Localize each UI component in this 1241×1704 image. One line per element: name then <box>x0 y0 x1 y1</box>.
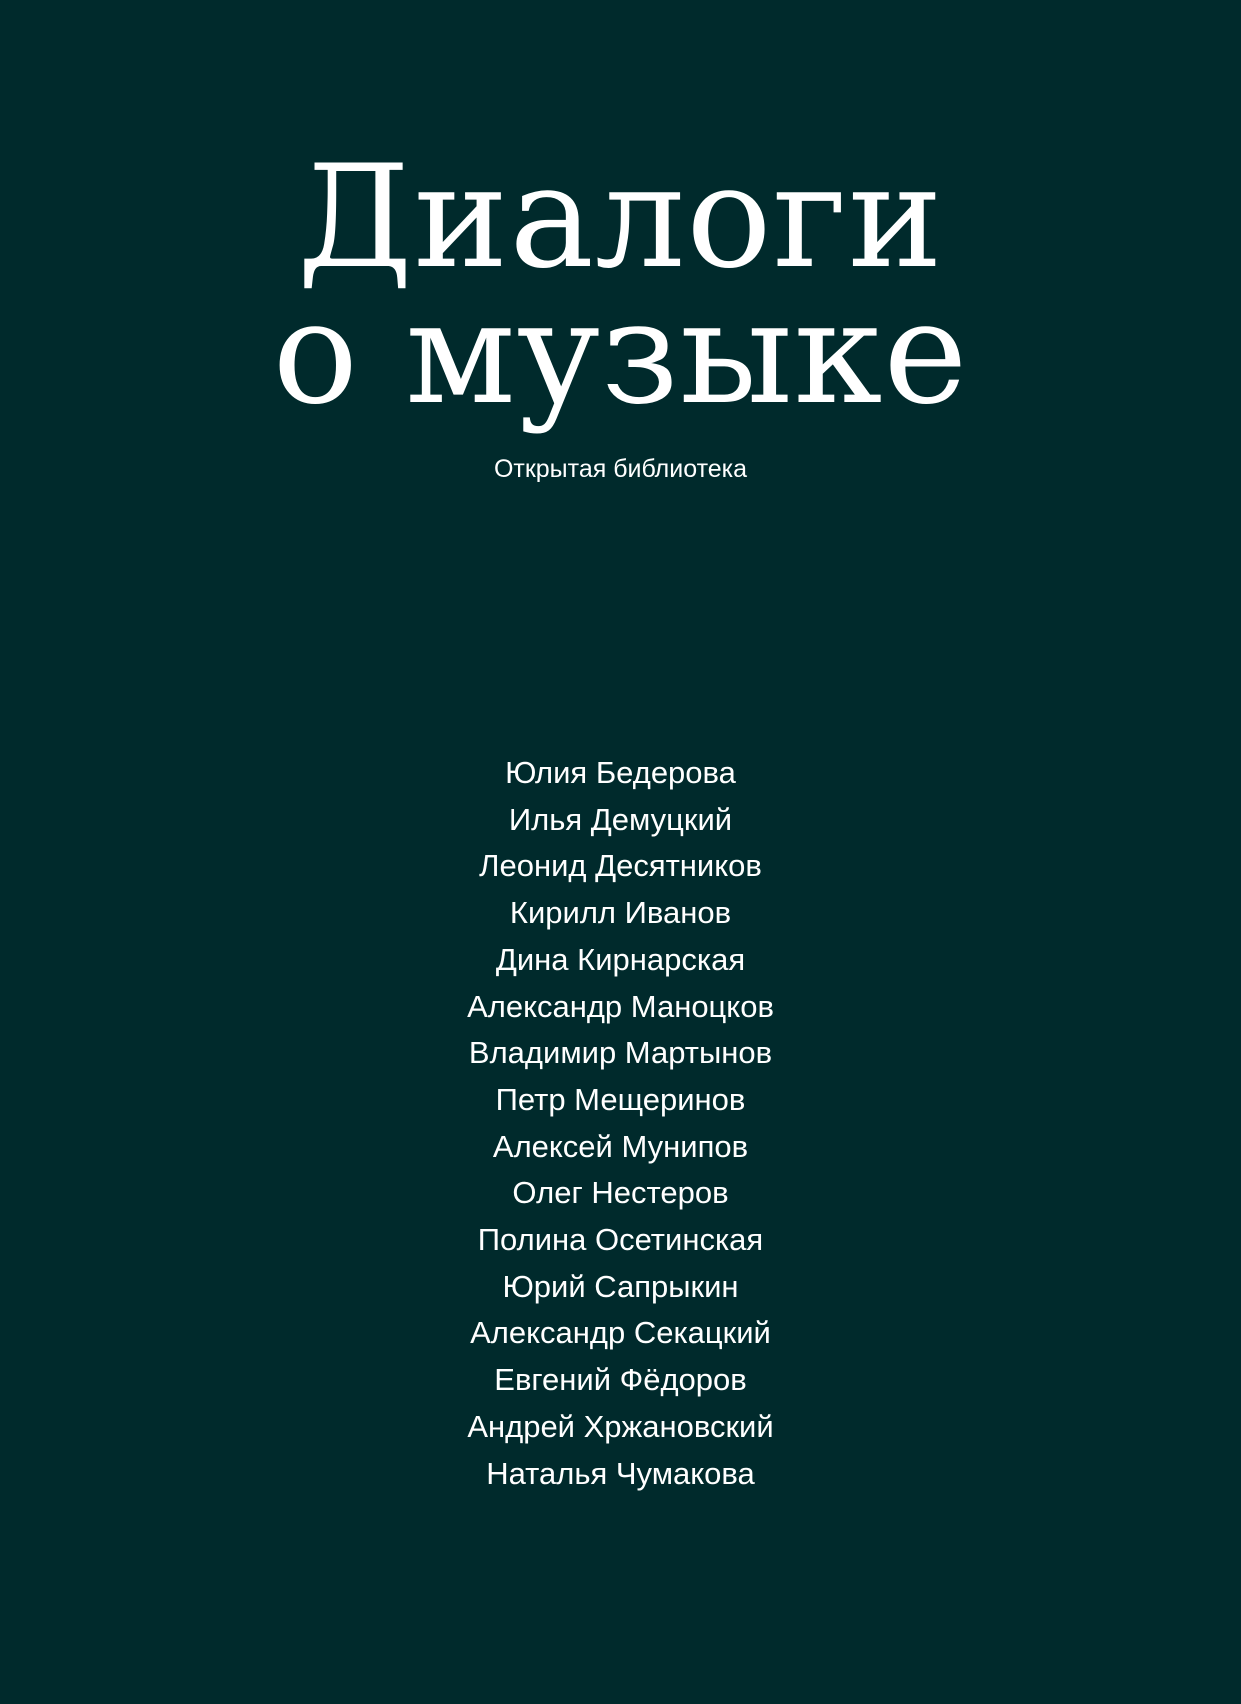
publisher-series: Открытая библиотека <box>493 455 748 483</box>
author-name: Илья Демуцкий <box>508 801 733 837</box>
author-name: Александр Секацкий <box>470 1315 771 1351</box>
author-name: Полина Осетинская <box>477 1222 764 1258</box>
author-name: Юрий Сапрыкин <box>502 1268 739 1304</box>
author-name: Дина Кирнарская <box>495 941 746 977</box>
author-name: Леонид Десятников <box>479 848 762 884</box>
author-name: Алексей Мунипов <box>492 1128 749 1164</box>
authors-list <box>0 750 1241 1497</box>
author-name: Наталья Чумакова <box>486 1455 755 1491</box>
author-name: Андрей Хржановский <box>467 1408 774 1444</box>
book-title <box>0 135 1241 436</box>
author-name: Олег Нестеров <box>512 1175 729 1211</box>
author-name: Александр Маноцков <box>467 988 774 1024</box>
author-name: Петр Мещеринов <box>495 1081 746 1117</box>
author-name: Владимир Мартынов <box>468 1035 773 1071</box>
author-name: Кирилл Иванов <box>509 895 732 931</box>
author-name: Евгений Фёдоров <box>494 1362 747 1398</box>
title-line-2: о музыке <box>272 271 969 436</box>
author-name: Юлия Бедерова <box>505 755 736 790</box>
title-line-1: Диалоги <box>297 135 944 300</box>
